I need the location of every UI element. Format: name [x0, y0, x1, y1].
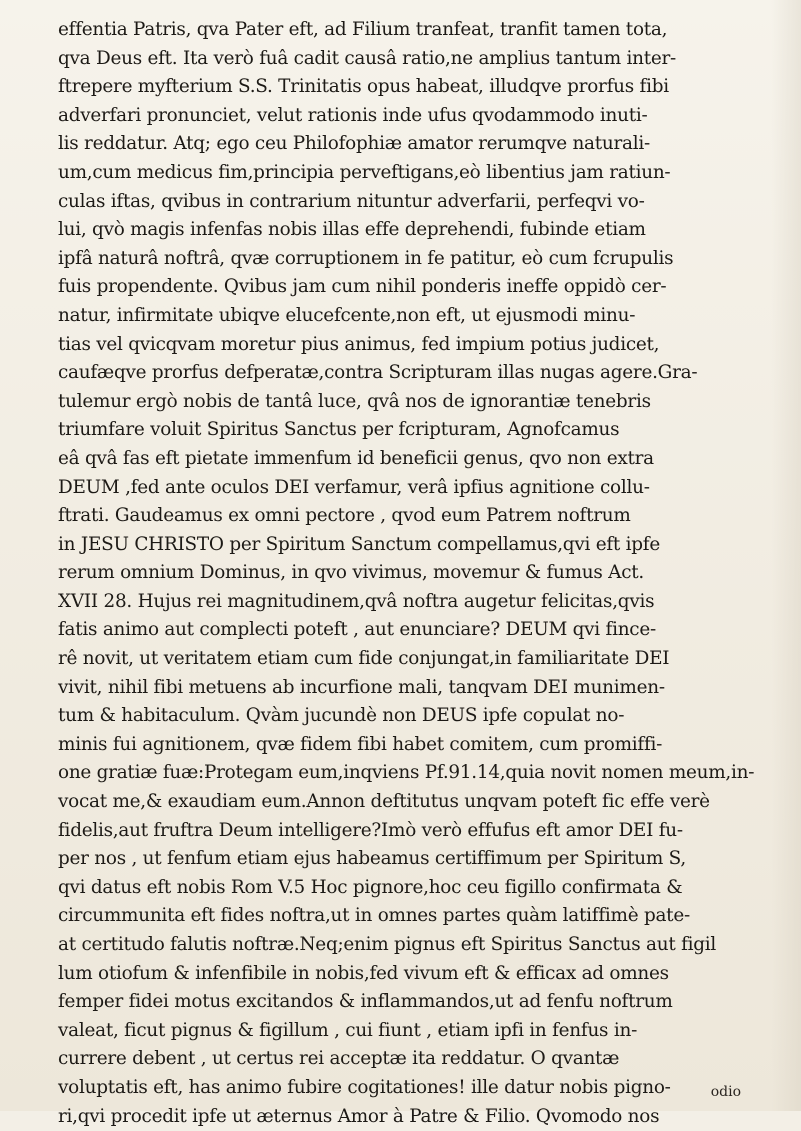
text-line-39: ri,qvi procedit ipfe ut æternus Amor à Patre & Filio. Qvomodo nos [58, 1105, 660, 1127]
text-line-15: triumfare voluit Spiritus Sanctus per fcripturam, Agnofcamus [58, 419, 620, 441]
text-line-8: lui, qvò magis infenfas nobis illas effe deprehendi, fubinde etiam [58, 219, 646, 241]
text-line-4: adverfari pronunciet, velut rationis inde ufus qvodammodo inuti- [58, 104, 648, 126]
text-line-29: fidelis,aut fruftra Deum intelligere?Imò verò effufus eft amor DEI fu- [58, 819, 683, 841]
catchword: odio [710, 1084, 741, 1100]
text-line-5: lis reddatur. Atq; ego ceu Philofophiæ amator rerumqve naturali- [58, 133, 650, 155]
text-line-13: caufæqve prorfus defperatæ,contra Scripturam illas nugas agere.Gra- [58, 362, 698, 384]
text-line-34: lum otiofum & infenfibile in nobis,fed vivum eft & efficax ad omnes [58, 962, 669, 984]
text-line-14: tulemur ergò nobis de tantâ luce, qvâ nos de ignorantiæ tenebris [58, 390, 651, 412]
text-line-30: per nos , ut fenfum etiam ejus habeamus certiffimum per Spiritum S, [58, 848, 686, 870]
text-line-33: at certitudo falutis noftræ.Neq;enim pignus eft Spiritus Sanctus aut figil [58, 934, 717, 955]
text-line-7: culas iftas, qvibus in contrarium nituntur adverfarii, perfeqvi vo- [58, 190, 645, 212]
text-line-27: one gratiæ fuæ:Protegam eum,inqviens Pf.91.14,quia novit nomen meum,in- [58, 762, 755, 784]
text-line-24: vivit, nihil fibi metuens ab incurfione mali, tanqvam DEI munimen- [58, 676, 665, 698]
text-line-12: tias vel qvicqvam moretur pius animus, fed impium potius judicet, [58, 333, 660, 355]
text-line-19: in JESU CHRISTO per Spiritum Sanctum compellamus,qvi eft ipfe [58, 533, 660, 555]
text-line-11: natur, infirmitate ubiqve elucefcente,non eft, ut ejusmodi minu- [58, 304, 636, 326]
text-line-26: minis fui agnitionem, qvæ fidem fibi habet comitem, cum promiffi- [58, 733, 663, 755]
text-line-18: ftrati. Gaudeamus ex omni pectore , qvod eum Patrem noftrum [58, 505, 631, 527]
text-line-28: vocat me,& exaudiam eum.Annon deftitutus unqvam poteft fic effe verè [58, 791, 710, 813]
text-line-20: rerum omnium Dominus, in qvo vivimus, movemur & fumus Act. [58, 562, 644, 584]
text-line-21: XVII 28. Hujus rei magnitudinem,qvâ noftra augetur felicitas,qvis [58, 590, 655, 612]
text-line-2: qva Deus eft. Ita verò fuâ cadit causâ ratio,ne amplius tantum inter- [58, 47, 676, 69]
text-line-37: currere debent , ut certus rei acceptæ ita reddatur. O qvantæ [58, 1048, 620, 1070]
text-line-3: ftrepere myfterium S.S. Trinitatis opus habeat, illudqve prorfus fibi [58, 76, 669, 98]
text-line-32: circummunita eft fides noftra,ut in omnes partes quàm latiffimè pate- [58, 905, 690, 927]
text-line-23: rê novit, ut veritatem etiam cum fide conjungat,in familiaritate DEI [58, 648, 670, 670]
page-gutter-shadow [771, 0, 801, 1111]
text-line-16: eâ qvâ fas eft pietate immenfum id beneficii genus, qvo non extra [58, 447, 654, 469]
text-line-6: um,cum medicus fim,principia perveftigans,eò libentius jam ratiun- [58, 161, 671, 183]
text-line-17: DEUM ,fed ante oculos DEI verfamur, verâ ipfius agnitione collu- [58, 476, 650, 498]
body-text [58, 16, 770, 1131]
text-line-36: valeat, ficut pignus & figillum , cui fiunt , etiam ipfi in fenfus in- [58, 1019, 638, 1041]
text-line-22: fatis animo aut complecti poteft , aut enunciare? DEUM qvi fince- [58, 619, 656, 641]
text-line-1: effentia Patris, qva Pater eft, ad Filium tranfeat, tranfit tamen tota, [58, 19, 668, 40]
text-line-38: voluptatis eft, has animo fubire cogitationes! ille datur nobis pigno- [58, 1076, 671, 1098]
text-line-9: ipfâ naturâ noftrâ, qvæ corruptionem in fe patitur, eò cum fcrupulis [58, 247, 674, 269]
text-line-25: tum & habitaculum. Qvàm jucundè non DEUS ipfe copulat no- [58, 705, 625, 727]
text-line-31: qvi datus eft nobis Rom V.5 Hoc pignore,hoc ceu figillo confirmata & [58, 876, 683, 898]
text-line-35: femper fidei motus excitandos & inflammandos,ut ad fenfu noftrum [58, 991, 673, 1013]
text-line-10: fuis propendente. Qvibus jam cum nihil ponderis ineffe oppidò cer- [58, 276, 667, 298]
